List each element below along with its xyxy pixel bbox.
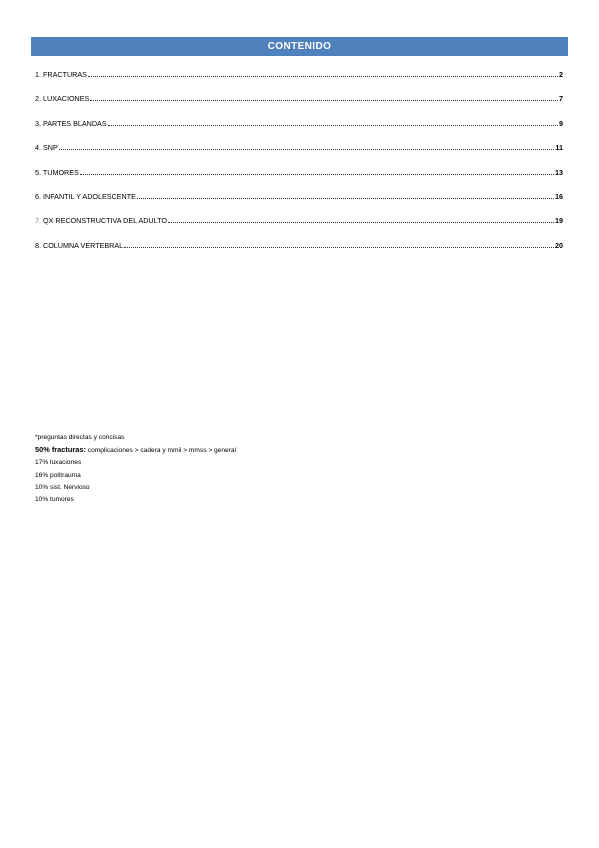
- dot-leader: [80, 173, 554, 175]
- notes-politrauma: 16% politrauma: [35, 471, 81, 479]
- toc-entry-label: 1. FRACTURAS: [35, 70, 87, 79]
- notes-nervioso: 10% sist. Nervioso: [35, 483, 90, 491]
- fracturas-detail: complicaciones > cadera y mmii > mmss > general: [87, 447, 237, 455]
- dot-leader: [108, 124, 558, 126]
- toc-entry-qx-reconstructiva[interactable]: [35, 216, 563, 240]
- table-of-contents: [35, 70, 563, 265]
- toc-page-number: 2: [559, 70, 563, 79]
- dot-leader: [137, 197, 554, 199]
- notes-fracturas: [35, 444, 435, 457]
- toc-page-number: 20: [555, 240, 563, 250]
- dot-leader: [90, 99, 558, 101]
- dot-leader: [59, 148, 555, 150]
- toc-entry-infantil-adolescente[interactable]: [35, 192, 563, 216]
- toc-entry-columna-vertebral[interactable]: [35, 241, 563, 265]
- toc-entry-fracturas[interactable]: [35, 70, 563, 94]
- toc-entry-tumores[interactable]: [35, 168, 563, 192]
- toc-title: CONTENIDO: [267, 41, 332, 52]
- notes-intro: *preguntas directas y concisas: [35, 434, 125, 441]
- toc-entry-label: 5. TUMORES: [35, 167, 79, 177]
- toc-entry-label: 3. PARTES BLANDAS: [35, 118, 107, 128]
- toc-entry-label: 2. LUXACIONES: [35, 94, 90, 104]
- toc-entry-luxaciones[interactable]: [35, 94, 563, 118]
- toc-entry-label: 4. SNP: [35, 143, 58, 153]
- notes-tumores: 10% tumores: [35, 496, 74, 504]
- toc-page-number: 9: [559, 118, 563, 128]
- toc-entry-label: 6. INFANTIL Y ADOLESCENTE: [35, 191, 136, 201]
- toc-entry-partes-blandas[interactable]: [35, 119, 563, 143]
- toc-entry-label: 7. QX RECONSTRUCTIVA DEL ADULTO: [35, 216, 167, 226]
- toc-header: [31, 37, 568, 56]
- toc-entry-label: 8. COLUMNA VERTEBRAL: [35, 240, 124, 250]
- dot-leader: [88, 75, 558, 77]
- dot-leader: [168, 221, 554, 223]
- toc-page-number: 16: [555, 191, 563, 201]
- toc-page-number: 13: [555, 167, 563, 177]
- notes-luxaciones: 17% luxaciones: [35, 459, 82, 467]
- toc-page-number: 11: [555, 143, 563, 153]
- exam-notes: [35, 432, 435, 506]
- toc-page-number: 19: [555, 216, 563, 226]
- toc-page-number: 7: [559, 94, 563, 104]
- toc-entry-snp[interactable]: [35, 143, 563, 167]
- dot-leader: [124, 246, 554, 248]
- fracturas-percentage: 50% fracturas:: [35, 445, 86, 455]
